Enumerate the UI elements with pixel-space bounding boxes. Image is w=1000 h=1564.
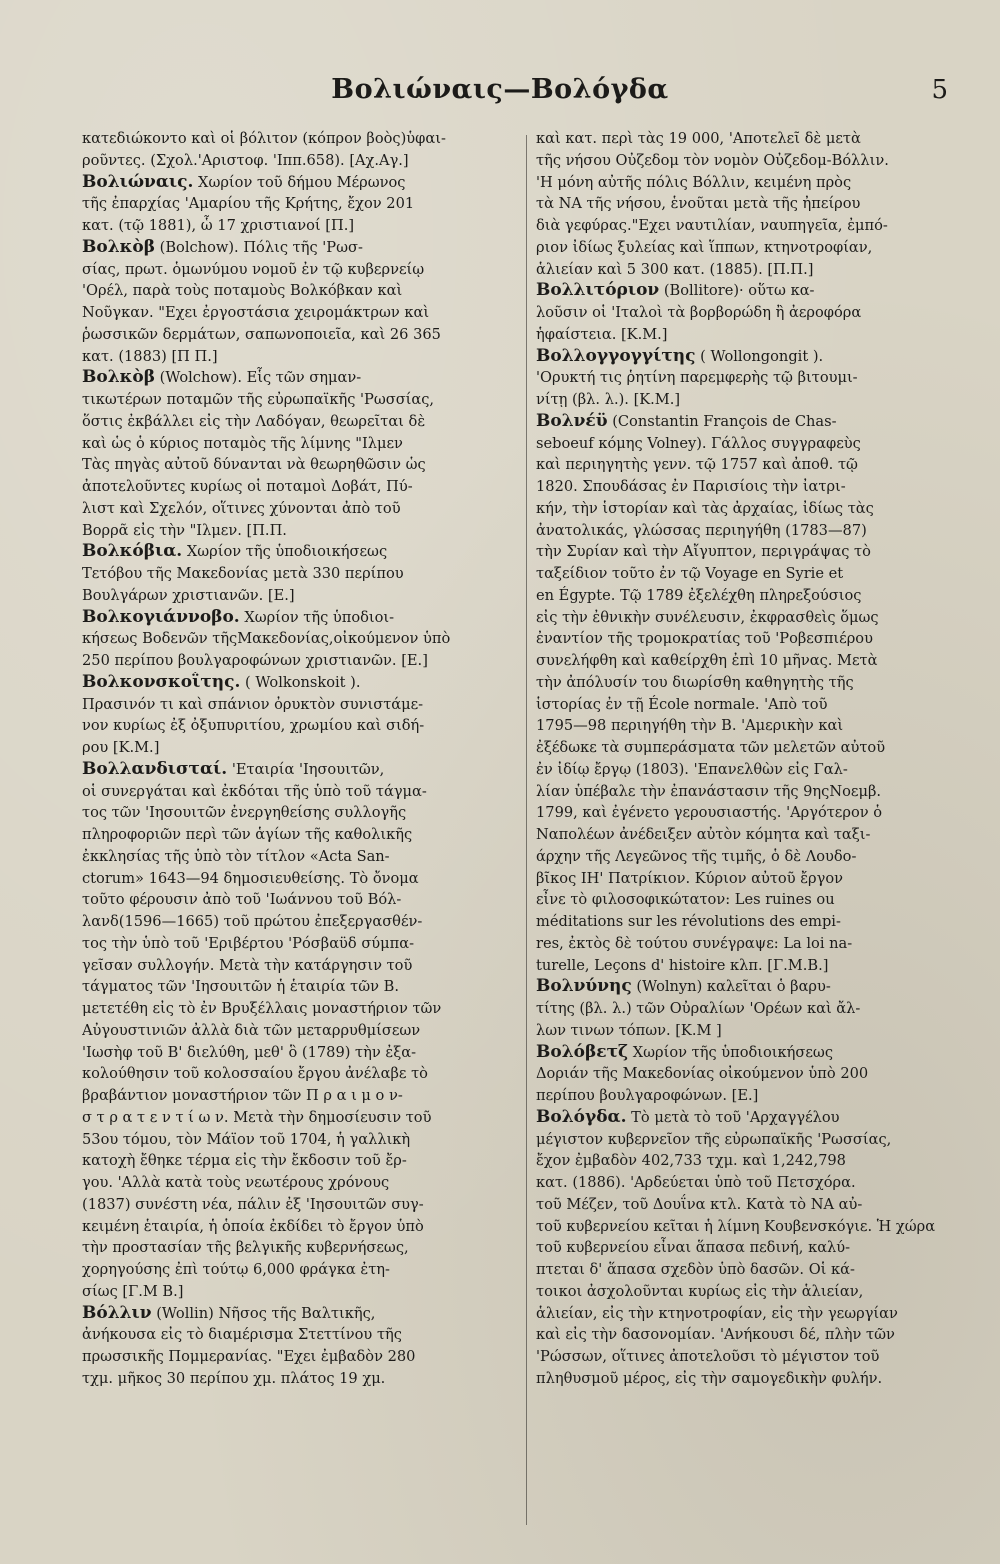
text-line (82, 1150, 514, 1172)
line-text: ῥωσσικῶν δερμάτων, σαπωνοποιεῖα, καὶ 26 365 (82, 325, 441, 343)
line-text: 53ου τόμου, τὸν Μάϊον τοῦ 1704, ἡ γαλλικὴ (82, 1130, 411, 1148)
line-text: πληροφοριῶν περὶ τῶν ἁγίων τῆς καθολικῆς (82, 826, 413, 843)
text-line (82, 346, 514, 368)
line-text: 1820. Σπουδάσας ἐν Παρισίοις τὴν ἰατρι- (536, 478, 846, 495)
line-text: λοῦσιν οἱ 'Ιταλοὶ τὰ βορβορώδη ἢ ἀεροφόρα (536, 304, 862, 321)
line-text: ἱστορίας ἐν τῇ École normale. 'Απὸ τοῦ (536, 695, 828, 713)
line-text: turelle, Leçons d' histoire κλπ. [Γ.Μ.Β.] (536, 956, 829, 974)
text-line (82, 802, 514, 824)
text-line (82, 1216, 514, 1238)
text-line (82, 824, 514, 846)
entry-headword: Βολνύνης (536, 976, 632, 997)
entry-line (82, 367, 514, 389)
line-text: τοικοι ἀσχολοῦνται κυρίως εἰς τὴν ἁλιείαν, (536, 1282, 864, 1300)
text-line (536, 802, 962, 824)
text-line (536, 215, 962, 237)
line-text: Τετόβου τῆς Μακεδονίας μετὰ 330 περίπου (82, 565, 404, 582)
line-text: (Constantin François de Chas- (607, 412, 837, 430)
line-text: 'Η μόνη αὐτῆς πόλις Βόλλιν, κειμένη πρὸς (536, 173, 852, 191)
line-text: ἀνήκουσα εἰς τὸ διαμέρισμα Στεττίνου τῆς (82, 1326, 402, 1344)
line-text: τίτης (βλ. λ.) τῶν Οὐραλίων 'Ορέων καὶ ἄλ- (536, 1000, 861, 1017)
line-text: διὰ γεφύρας."Εχει ναυτιλίαν, ναυπηγεῖα, ἐμπό- (536, 217, 888, 234)
line-text: λων τινων τόπων. [Κ.Μ ] (536, 1021, 722, 1039)
line-text: σ τ ρ α τ ε ν τ ί ω ν. Μετὰ τὴν δημοσίευσιν τοῦ (82, 1108, 432, 1126)
text-line (536, 672, 962, 694)
entry-line (536, 280, 962, 302)
line-text: ἐκκλησίας τῆς ὑπὸ τὸν τίτλον «Acta San- (82, 847, 390, 865)
line-text: κατ. (1883) [Π Π.] (82, 347, 218, 365)
entry-line (536, 1107, 962, 1129)
text-line (82, 585, 514, 607)
line-text: Χωρίον τῆς ὑποδιοι- (239, 608, 395, 626)
text-line (536, 955, 962, 977)
line-text: κατ. (1886). 'Αρδεύεται ὑπὸ τοῦ Πετσχόρα. (536, 1174, 856, 1191)
text-line (536, 650, 962, 672)
line-text: γεῖσαν συλλογήν. Μετὰ τὴν κατάργησιν τοῦ (82, 956, 413, 974)
line-text: ταξείδιον τοῦτο ἐν τῷ Voyage en Syrie et (536, 565, 844, 582)
text-line (82, 1042, 514, 1064)
text-line (82, 955, 514, 977)
text-line (536, 1020, 962, 1042)
line-text: οἱ συνεργάται καὶ ἐκδόται τῆς ὑπὸ τοῦ τάγμα- (82, 782, 427, 800)
text-line (536, 454, 962, 476)
entry-line (536, 976, 962, 998)
text-line (82, 737, 514, 759)
line-text: τὴν Συρίαν καὶ τὴν Αἴγυπτον, περιγράψας τὸ (536, 543, 871, 561)
text-line (536, 563, 962, 585)
line-text: τχμ. μῆκος 30 περίπου χμ. πλάτος 19 χμ. (82, 1369, 386, 1387)
line-text: 'Ιωσὴφ τοῦ Β' διελύθη, μεθ' ὃ (1789) τὴν ἐξα- (82, 1043, 417, 1061)
text-line (82, 302, 514, 324)
text-line (536, 846, 962, 868)
line-text: συνελήφθη καὶ καθείρχθη ἐπὶ 10 μῆνας. Μετὰ (536, 652, 878, 669)
line-text: ροῦντες. (Σχολ.'Αριστοφ. 'Ιππ.658). [Αχ.Αγ.] (82, 151, 409, 169)
line-text: λιστ καὶ Σχελόν, οἵτινες χύνονται ἀπὸ τοῦ (82, 499, 401, 517)
text-line (82, 889, 514, 911)
text-line (82, 628, 514, 650)
text-line (536, 237, 962, 259)
text-line (82, 998, 514, 1020)
line-text: κατ. (τῷ 1881), ὧ 17 χριστιανοί [Π.] (82, 217, 355, 234)
text-line (82, 976, 514, 998)
text-line (536, 1150, 962, 1172)
line-text: κολούθησιν τοῦ κολοσσαίου ἔργου ἀνέλαβε τὸ (82, 1065, 428, 1083)
line-text: 'Ορέλ, παρὰ τοὺς ποταμοὺς Βολκόβκαν καὶ (82, 282, 403, 300)
line-text: Βορρᾶ εἰς τὴν "Ιλμεν. [Π.Π. (82, 521, 287, 539)
text-line (82, 498, 514, 520)
text-line (82, 454, 514, 476)
text-line (536, 1346, 962, 1368)
entry-line (82, 759, 514, 781)
text-line (82, 1237, 514, 1259)
line-text: τοῦ κυβερνείου εἶναι ἅπασα πεδινή, καλύ- (536, 1239, 851, 1257)
line-text: méditations sur les révolutions des empi- (536, 913, 841, 930)
line-text: ἐναντίον τῆς τρομοκρατίας τοῦ 'Ροβεσπιέρου (536, 630, 873, 648)
page-header (0, 72, 1000, 112)
text-line (536, 476, 962, 498)
entry-headword: Βολκογιάννοβο. (82, 606, 240, 627)
line-text: τὴν προστασίαν τῆς βελγικῆς κυβερνήσεως, (82, 1239, 409, 1257)
line-text: 'Ορυκτή τις ῥητίνη παρεμφερὴς τῷ βιτουμι- (536, 369, 858, 387)
text-line (536, 1324, 962, 1346)
text-line (536, 541, 962, 563)
line-text: κατοχὴ ἔθηκε τέρμα εἰς τὴν ἔκδοσιν τοῦ ἔρ- (82, 1152, 407, 1170)
text-line (536, 585, 962, 607)
text-line (82, 389, 514, 411)
entry-line (82, 237, 514, 259)
text-line (82, 128, 514, 150)
text-line (536, 193, 962, 215)
line-text: Δοριάν τῆς Μακεδονίας οἰκούμενον ὑπὸ 200 (536, 1065, 869, 1083)
text-line (82, 1324, 514, 1346)
text-line (536, 933, 962, 955)
text-line (82, 324, 514, 346)
entry-line (82, 607, 514, 629)
text-line (536, 824, 962, 846)
right-column (536, 128, 962, 1390)
entry-line (536, 411, 962, 433)
text-line (536, 433, 962, 455)
line-text: ἀποτελοῦντες κυρίως οἱ ποταμοὶ Δοβάτ, Πύ- (82, 478, 413, 495)
text-line (536, 259, 962, 281)
text-line (536, 1368, 962, 1390)
text-line (536, 781, 962, 803)
line-text: (Bollitore)· οὕτω κα- (659, 282, 815, 300)
entry-headword: Βολκὸβ (82, 236, 155, 257)
line-text: ὅστις ἐκβάλλει εἰς τὴν Λαδόγαν, θεωρεῖται δὲ (82, 412, 426, 430)
text-line (82, 563, 514, 585)
text-line (536, 868, 962, 890)
text-line (82, 694, 514, 716)
line-text: ἐξέδωκε τὰ συμπεράσματα τῶν μελετῶν αὐτοῦ (536, 739, 886, 756)
entry-headword: Βολκόβια. (82, 541, 183, 562)
line-text: τῆς νήσου Οὐζεδομ τὸν νομὸν Οὐζεδομ-Βόλλιν. (536, 151, 889, 169)
text-line (82, 280, 514, 302)
line-text: κειμένη ἑταιρία, ἡ ὁποία ἐκδίδει τὸ ἔργον ὑπὸ (82, 1217, 424, 1235)
line-text: κήσεως Βοδενῶν τῆςΜακεδονίας,οἰκούμενον ὑπὸ (82, 630, 451, 648)
line-text: seboeuf κόμης Volney). Γάλλος συγγραφεὺς (536, 434, 861, 452)
text-line (536, 607, 962, 629)
text-line (82, 1063, 514, 1085)
line-text: Τὸ μετὰ τὸ τοῦ 'Αρχαγγέλου (626, 1108, 840, 1126)
line-text: τοῦ Μέζεν, τοῦ Δουΐνα κτλ. Κατὰ τὸ ΝΑ αὐ- (536, 1195, 863, 1213)
line-text: (Wollin) Νῆσος τῆς Βαλτικῆς, (151, 1304, 376, 1322)
text-line (82, 476, 514, 498)
text-line (536, 911, 962, 933)
column-divider (526, 135, 527, 1525)
text-line (536, 889, 962, 911)
text-line (536, 1303, 962, 1325)
line-text: 1799, καὶ ἐγένετο γερουσιαστής. 'Αργότερον ὁ (536, 804, 883, 822)
text-line (82, 650, 514, 672)
line-text: ἡφαίστεια. [Κ.Μ.] (536, 325, 668, 343)
line-text: καὶ περιηγητὴς γενν. τῷ 1757 καὶ ἀποθ. τῷ (536, 456, 858, 474)
text-line (82, 1259, 514, 1281)
entry-headword: Βολνέϋ (536, 410, 608, 431)
entry-headword: Βολκὸβ (82, 367, 155, 388)
line-text: Αὐγουστινιῶν ἀλλὰ διὰ τῶν μεταρρυθμίσεων (82, 1021, 421, 1039)
line-text: ἀνατολικάς, γλώσσας περιηγήθη (1783—87) (536, 521, 867, 539)
line-text: ( Wollongongit ). (695, 347, 824, 365)
entry-line (536, 1042, 962, 1064)
line-text: τοῦτο φέρουσιν ἀπὸ τοῦ 'Ιωάννου τοῦ Βόλ- (82, 891, 402, 909)
line-text: λανδ(1596—1665) τοῦ πρώτου ἐπεξεργασθέν- (82, 913, 423, 930)
line-text: 'Ρώσσων, οἵτινες ἀποτελοῦσι τὸ μέγιστον τοῦ (536, 1348, 880, 1365)
line-text: χορηγούσης ἐπὶ τούτῳ 6,000 φράγκα ἐτη- (82, 1261, 390, 1278)
line-text: σίως [Γ.Μ Β.] (82, 1282, 184, 1300)
text-line (536, 1063, 962, 1085)
text-line (536, 1259, 962, 1281)
text-line (536, 1237, 962, 1259)
line-text: res, ἐκτὸς δὲ τούτου συνέγραψε: La loi na- (536, 934, 853, 952)
text-line (82, 846, 514, 868)
line-text: Πρασινόν τι καὶ σπάνιον ὀρυκτὸν συνιστάμε- (82, 695, 424, 713)
line-text: καὶ εἰς τὴν δασονομίαν. 'Ανήκουσι δέ, πλὴν τῶν (536, 1326, 895, 1344)
line-text: πρωσσικῆς Πομμερανίας. "Εχει ἐμβαδὸν 280 (82, 1348, 416, 1365)
text-line (82, 1368, 514, 1390)
line-text: 1795—98 περιηγήθη τὴν Β. 'Αμερικὴν καὶ (536, 717, 844, 735)
text-line (82, 1346, 514, 1368)
entry-line (82, 172, 514, 194)
text-line (82, 1085, 514, 1107)
line-text: ctorum» 1643—94 δημοσιευθείσης. Τὸ ὄνομα (82, 869, 419, 887)
text-line (536, 628, 962, 650)
text-line (82, 520, 514, 542)
line-text: κατεδιώκοντο καὶ οἱ βόλιτον (κόπρον βοὸς)ὑφαι- (82, 130, 446, 147)
entry-line (536, 346, 962, 368)
line-text: τὰ ΝΑ τῆς νήσου, ἑνοῦται μετὰ τῆς ἠπείρου (536, 195, 861, 213)
line-text: εἰς τὴν ἐθνικὴν συνέλευσιν, ἐκφρασθεὶς ὅμως (536, 608, 879, 626)
line-text: (Wolnyn) καλεῖται ὁ βαρυ- (631, 978, 831, 996)
line-text: τικωτέρων ποταμῶν τῆς εὐρωπαϊκῆς 'Ρωσσίας, (82, 391, 435, 408)
text-line (536, 324, 962, 346)
text-line (536, 172, 962, 194)
text-line (536, 998, 962, 1020)
line-text: Χωρίον τῆς ὑποδιοικήσεως (628, 1043, 833, 1061)
line-text: Χωρίον τοῦ δήμου Μέρωνος (193, 173, 406, 191)
line-text: τάγματος τῶν 'Ιησουιτῶν ἡ ἑταιρία τῶν Β. (82, 978, 400, 996)
line-text: σίας, πρωτ. ὁμωνύμου νομοῦ ἐν τῷ κυβερνείῳ (82, 260, 425, 278)
text-line (536, 498, 962, 520)
text-line (82, 150, 514, 172)
text-line (82, 868, 514, 890)
text-line (536, 1129, 962, 1151)
line-text: καὶ κατ. περὶ τὰς 19 000, 'Αποτελεῖ δὲ μετὰ (536, 130, 861, 147)
line-text: νίτῃ (βλ. λ.). [Κ.Μ.] (536, 391, 681, 408)
text-line (82, 911, 514, 933)
line-text: Νοῦγκαν. "Εχει ἐργοστάσια χειρομάκτρων καὶ (82, 304, 430, 321)
text-line (82, 433, 514, 455)
text-line (536, 520, 962, 542)
entry-headword: Βολλογγογγίτης (536, 345, 696, 366)
line-text: πτεται δ' ἅπασα σχεδὸν ὑπὸ δασῶν. Οἱ κά- (536, 1261, 855, 1278)
text-line (82, 1107, 514, 1129)
text-line (536, 1194, 962, 1216)
line-text: άρχην τῆς Λεγεῶνος τῆς τιμῆς, ὁ δὲ Λουδο- (536, 847, 857, 865)
line-text: μέγιστον κυβερνεῖον τῆς εὐρωπαϊκῆς 'Ρωσσίας, (536, 1130, 892, 1148)
text-line (536, 128, 962, 150)
text-line (536, 694, 962, 716)
text-line (82, 259, 514, 281)
text-line (82, 1129, 514, 1151)
text-line (536, 715, 962, 737)
text-line (536, 759, 962, 781)
entry-line (82, 541, 514, 563)
line-text: λίαν ὑπέβαλε τὴν ἐπανάστασιν τῆς 9ηςΝοεμβ. (536, 782, 882, 800)
text-line (82, 193, 514, 215)
line-text: ἔχον ἐμβαδὸν 402,733 τχμ. καὶ 1,242,798 (536, 1152, 846, 1170)
text-line (82, 1281, 514, 1303)
page-number: 5 (931, 75, 948, 105)
line-text: Χωρίον τῆς ὑποδιοικήσεως (182, 543, 388, 561)
line-text: 250 περίπου βουλγαροφώνων χριστιανῶν. [Ε.] (82, 652, 428, 669)
line-text: γου. 'Αλλὰ κατὰ τοὺς νεωτέρους χρόνους (82, 1174, 390, 1191)
entry-headword: Βολκονσκοΐτης. (82, 671, 241, 692)
line-text: ( Wolkonskoit ). (240, 673, 361, 691)
text-line (82, 933, 514, 955)
line-text: κήν, τὴν ἱστορίαν καὶ τὰς ἀρχαίας, ἰδίως τὰς (536, 499, 874, 517)
entry-headword: Βολλανδισταί. (82, 758, 228, 779)
line-text: τὴν ἀπόλυσίν του διωρίσθη καθηγητὴς τῆς (536, 673, 854, 691)
line-text: en Égypte. Τῷ 1789 ἐξελέχθη πληρεξούσιος (536, 586, 862, 604)
line-text: Βουλγάρων χριστιανῶν. [Ε.] (82, 586, 295, 604)
text-line (82, 1020, 514, 1042)
line-text: ἁλιείαν, εἰς τὴν κτηνοτροφίαν, εἰς τὴν γεωργίαν (536, 1304, 898, 1322)
line-text: ἁλιείαν καὶ 5 300 κατ. (1885). [Π.Π.] (536, 260, 814, 278)
text-line (536, 367, 962, 389)
entry-line (82, 672, 514, 694)
line-text: τῆς ἐπαρχίας 'Αμαρίου τῆς Κρήτης, ἔχον 201 (82, 195, 415, 213)
line-text: 'Εταιρία 'Ιησουιτῶν, (227, 760, 385, 778)
text-line (536, 1281, 962, 1303)
text-line (82, 781, 514, 803)
line-text: τος τὴν ὑπὸ τοῦ 'Εριβέρτου 'Ρόσβαϋδ σύμπα- (82, 934, 415, 952)
line-text: βραβάντιον μοναστήριον τῶν Π ρ α ι μ ο ν- (82, 1087, 403, 1104)
line-text: (Bolchow). Πόλις τῆς 'Ρωσ- (155, 238, 363, 256)
line-text: καὶ ὡς ὁ κύριος ποταμὸς τῆς λίμνης "Ιλμεν (82, 434, 403, 452)
entry-headword: Βολόβετζ (536, 1041, 629, 1062)
left-column (82, 128, 514, 1390)
line-text: περίπου βουλγαροφώνων. [Ε.] (536, 1087, 759, 1104)
text-line (82, 1172, 514, 1194)
text-line (82, 411, 514, 433)
text-line (536, 389, 962, 411)
running-head: Βολιώναις—Βολόγδα (331, 74, 669, 105)
entry-headword: Βολλιτόριον (536, 280, 660, 301)
line-text: νον κυρίως ἐξ ὀξυπυριτίου, χρωμίου καὶ σιδή- (82, 717, 425, 735)
entry-headword: Βόλλιν (82, 1302, 152, 1323)
text-line (536, 302, 962, 324)
text-line (536, 737, 962, 759)
line-text: ριον ἰδίως ξυλείας καὶ ἵππων, κτηνοτροφίαν, (536, 238, 873, 256)
line-text: (Wolchow). Εἷς τῶν σημαν- (155, 369, 362, 387)
text-line (82, 215, 514, 237)
line-text: πληθυσμοῦ μέρος, εἰς τὴν σαμογεδικὴν φυλήν. (536, 1369, 883, 1387)
text-line (536, 1085, 962, 1107)
line-text: ρου [Κ.Μ.] (82, 739, 160, 756)
line-text: ἐν ἰδίῳ ἔργῳ (1803). 'Επανελθὼν εἰς Γαλ- (536, 760, 848, 778)
text-line (536, 1216, 962, 1238)
line-text: εἶνε τὸ φιλοσοφικώτατον: Les ruines ou (536, 891, 835, 909)
line-text: μετετέθη εἰς τὸ ἐν Βρυξέλλαις μοναστήριον τῶν (82, 1000, 442, 1017)
text-line (82, 1194, 514, 1216)
line-text: βῖκος ΙΗ' Πατρίκιον. Κύριον αὐτοῦ ἔργον (536, 869, 844, 887)
line-text: τος τῶν 'Ιησουιτῶν ἐνεργηθείσης συλλογῆς (82, 804, 407, 822)
entry-headword: Βολόγδα. (536, 1106, 627, 1127)
line-text: τοῦ κυβερνείου κεῖται ἡ λίμνη Κουβενσκόγιε. Ἡ χώρα (536, 1217, 936, 1235)
entry-line (82, 1303, 514, 1325)
text-line (82, 715, 514, 737)
entry-headword: Βολιώναις. (82, 171, 194, 192)
text-line (536, 150, 962, 172)
line-text: (1837) συνέστη νέα, πάλιν ἐξ 'Ιησουιτῶν συγ- (82, 1195, 424, 1213)
line-text: Ναπολέων ἀνέδειξεν αὐτὸν κόμητα καὶ ταξι- (536, 826, 871, 843)
line-text: Τὰς πηγὰς αὐτοῦ δύνανται νὰ θεωρηθῶσιν ὡς (82, 456, 426, 474)
text-line (536, 1172, 962, 1194)
